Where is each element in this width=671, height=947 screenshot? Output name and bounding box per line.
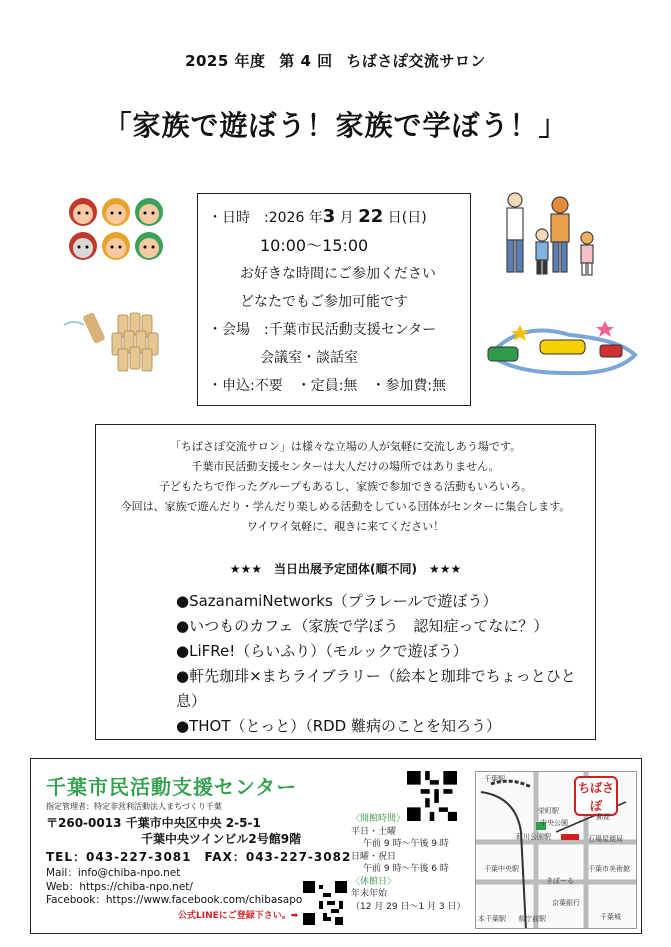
venue-room: 会議室・談話室 xyxy=(260,350,358,366)
family-faces-illustration xyxy=(66,195,166,265)
round-label: 第 4 回 xyxy=(279,52,333,70)
desc-line: 今回は、家族で遊んだり・学んだり楽しめる活動をしている団体がセンターに集合します。 xyxy=(120,500,571,513)
map-label: 葭川公園駅 xyxy=(516,833,551,841)
face-icon xyxy=(102,232,130,260)
day-unit: 日(日) xyxy=(383,210,427,226)
address xyxy=(46,815,301,847)
line-register-text: 公式LINEにご登録下さい。➡ xyxy=(178,911,299,921)
month-value: 3 xyxy=(322,206,336,227)
face-icon xyxy=(102,198,130,226)
map-label: 千葉駅 xyxy=(484,775,505,783)
group-item: ●軒先珈琲×まちライブラリー（絵本と珈琲でちょっとひと息） xyxy=(176,667,576,710)
desc-line: ワイワイ気軽に、覗きに来てください！ xyxy=(246,520,445,533)
group-item: ●いつものカフェ（家族で学ぼう 認知症ってなに？） xyxy=(176,617,549,635)
map-label: 京葉銀行 xyxy=(552,899,580,907)
address-line: 〒260-0013 千葉市中央区中央 2-5-1 xyxy=(46,816,261,830)
event-name: ちばさぽ交流サロン xyxy=(346,52,486,70)
map-label: きぼーる xyxy=(546,877,574,885)
group-item: ●SazanamiNetworks（プラレールで遊ぼう） xyxy=(176,592,498,610)
face-icon xyxy=(135,198,163,226)
map-label: 郵便 xyxy=(596,813,610,821)
closed-title: 〈休館日〉 xyxy=(351,876,397,887)
molkky-pins-illustration xyxy=(60,305,175,375)
hours-holiday-time: 午前 9 時～午後 6 時 xyxy=(363,864,449,874)
map-label: 石場屋便局 xyxy=(588,835,623,843)
date-line xyxy=(208,203,460,232)
face-icon xyxy=(135,232,163,260)
date-label: ・日時 :2026 年 xyxy=(208,210,323,226)
facebook-link[interactable]: Facebook：https://www.facebook.com/chibasapo xyxy=(46,894,303,906)
hours-weekday-label: 平日・土曜 xyxy=(351,826,397,837)
event-info-box xyxy=(197,193,471,406)
face-icon xyxy=(69,198,97,226)
contact-links xyxy=(46,867,302,908)
web-link[interactable]: Web：https://chiba-npo.net/ xyxy=(46,880,193,893)
face-icon xyxy=(69,232,97,260)
line-qr-code[interactable] xyxy=(303,881,347,925)
center-info-footer xyxy=(30,758,642,934)
desc-line: 千葉市民活動支援センターは大人だけの場所ではありません。 xyxy=(191,460,500,473)
train-set-illustration xyxy=(480,315,645,380)
page-title: 「家族で遊ぼう！家族で学ぼう！」 xyxy=(103,109,568,142)
terms-line: ・申込:不要 ・定員:無 ・参加費:無 xyxy=(208,378,447,394)
map-label: 千葉中央駅 xyxy=(484,865,519,873)
closed-dates: （12 月 29 日～1 月 3 日） xyxy=(351,901,466,912)
time-line: 10:00～15:00 xyxy=(260,236,369,255)
groups-heading: ★★★ 当日出展予定団体(順不同) ★★★ xyxy=(229,562,462,576)
event-subtitle xyxy=(0,50,671,71)
mail-link[interactable]: Mail：info@chiba-npo.net xyxy=(46,867,181,879)
tel-fax: TEL：043-227-3081 FAX：043-227-3082 xyxy=(46,850,352,864)
manager-label: 指定管理者：特定非営利活動法人まちづくり千葉 xyxy=(46,802,222,811)
map-label: 千葉城 xyxy=(600,913,621,921)
map-label: 千葉市美術館 xyxy=(588,865,630,873)
map-logo: ちばさぽ xyxy=(574,776,618,816)
group-item: ●LiFRe!（らいふり）（モルックで遊ぼう） xyxy=(176,642,468,660)
group-item: ●THOT（とっと）（RDD 難病のことを知ろう） xyxy=(176,717,501,735)
map-label: 中央公園 xyxy=(540,819,568,827)
desc-line: 子どもたちで作ったグループもあるし、家族で参加できる活動もいろいろ。 xyxy=(158,480,532,493)
hours-weekday-time: 午前 9 時～午後 9 時 xyxy=(363,839,449,849)
desc-line: 「ちばさぽ交流サロン」は様々な立場の人が気軽に交流しあう場です。 xyxy=(169,440,522,453)
access-map xyxy=(475,771,637,929)
note-anyone: どなたでもご参加可能です xyxy=(240,294,408,310)
hours-holiday-label: 日曜・祝日 xyxy=(351,851,397,862)
description-box xyxy=(95,424,596,740)
opening-hours xyxy=(351,813,466,913)
closed-label: 年末年始 xyxy=(351,889,388,899)
year-label: 2025 年度 xyxy=(185,52,266,70)
map-label: 県庁前駅 xyxy=(518,915,546,923)
month-unit: 月 xyxy=(335,210,359,226)
day-value: 22 xyxy=(358,206,384,227)
center-name: 千葉市民活動支援センター xyxy=(46,775,298,799)
venue-line: ・会場 :千葉市民活動支援センター xyxy=(208,322,437,338)
hours-title: 〈開館時間〉 xyxy=(351,814,406,824)
note-time: お好きな時間にご参加ください xyxy=(240,266,436,282)
address-building: 千葉中央ツインビル2号館9階 xyxy=(141,832,302,846)
map-label: 栄町駅 xyxy=(538,807,559,815)
family-walking-illustration xyxy=(495,190,610,285)
map-label: 本千葉駅 xyxy=(478,915,506,923)
